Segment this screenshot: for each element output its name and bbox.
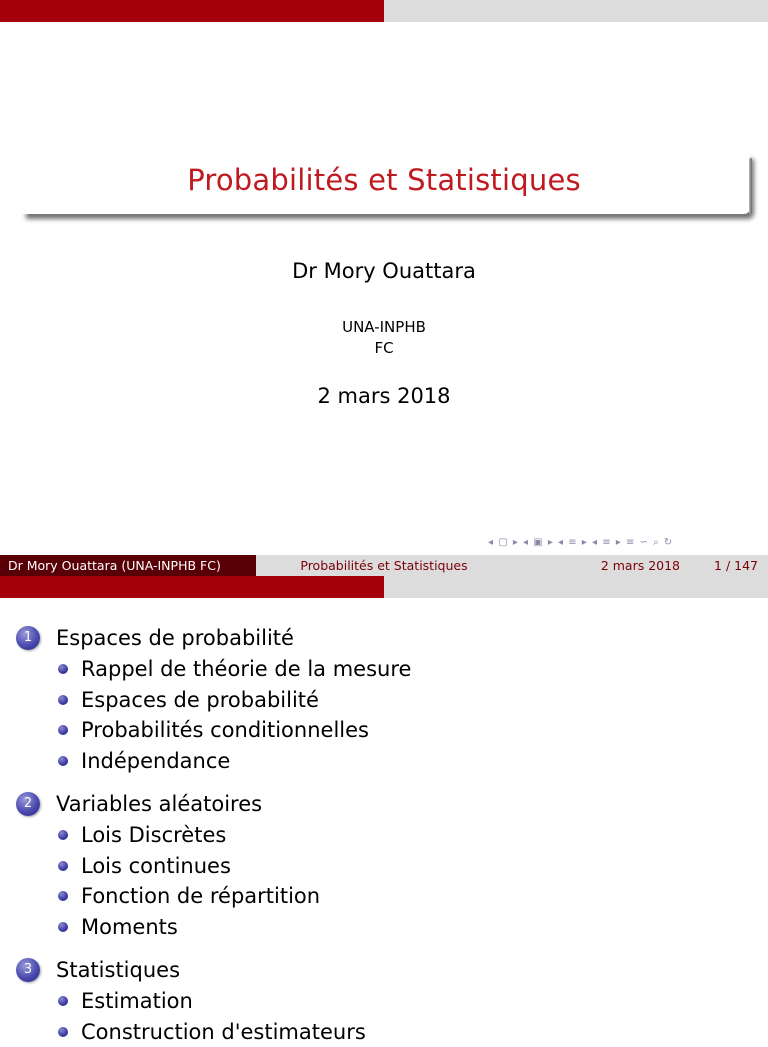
bullet-icon bbox=[58, 996, 68, 1006]
subsection-label: Espaces de probabilité bbox=[81, 688, 319, 712]
section-title: Statistiques bbox=[56, 958, 180, 982]
subsection-item[interactable] bbox=[16, 654, 411, 685]
table-of-contents bbox=[16, 622, 411, 1047]
presentation-date: 2 mars 2018 bbox=[0, 384, 768, 408]
bullet-icon bbox=[58, 1027, 68, 1037]
slide-title: Probabilités et Statistiques bbox=[0, 163, 768, 197]
author: Dr Mory Ouattara bbox=[0, 259, 768, 283]
bullet-icon bbox=[58, 861, 68, 871]
bullet-icon bbox=[58, 664, 68, 674]
footer-right bbox=[512, 555, 768, 576]
footer-page-number: 1 / 147 bbox=[714, 555, 758, 576]
subsection-list bbox=[16, 654, 411, 776]
section-number-ball: 2 bbox=[16, 792, 40, 816]
subsection-item[interactable] bbox=[16, 715, 411, 746]
subsection-item[interactable] bbox=[16, 912, 411, 943]
subsection-item[interactable] bbox=[16, 986, 411, 1017]
bullet-icon bbox=[58, 830, 68, 840]
section-number-ball: 1 bbox=[16, 626, 40, 650]
bullet-icon bbox=[58, 695, 68, 705]
institution-line-2: FC bbox=[0, 339, 768, 357]
toc-section-heading[interactable] bbox=[16, 788, 411, 820]
subsection-item[interactable] bbox=[16, 685, 411, 716]
subsection-label: Construction d'estimateurs bbox=[81, 1020, 366, 1044]
subsection-item[interactable] bbox=[16, 881, 411, 912]
subsection-label: Lois continues bbox=[81, 854, 231, 878]
footer-author: Dr Mory Ouattara (UNA-INPHB FC) bbox=[0, 555, 256, 576]
header-bar-grey bbox=[384, 0, 768, 22]
subsection-label: Indépendance bbox=[81, 749, 230, 773]
subsection-item[interactable] bbox=[16, 746, 411, 777]
bullet-icon bbox=[58, 725, 68, 735]
footer-title: Probabilités et Statistiques bbox=[256, 555, 512, 576]
toc-section bbox=[16, 622, 411, 776]
subsection-label: Probabilités conditionnelles bbox=[81, 718, 369, 742]
toc-section-heading[interactable] bbox=[16, 622, 411, 654]
header-bar-red bbox=[0, 0, 384, 22]
toc-section bbox=[16, 788, 411, 942]
slide-footer bbox=[0, 555, 768, 576]
toc-section bbox=[16, 954, 411, 1047]
subsection-label: Estimation bbox=[81, 989, 193, 1013]
header-bar-red-2 bbox=[0, 576, 384, 598]
subsection-item[interactable] bbox=[16, 1017, 411, 1047]
subsection-item[interactable] bbox=[16, 820, 411, 851]
bullet-icon bbox=[58, 922, 68, 932]
subsection-label: Lois Discrètes bbox=[81, 823, 226, 847]
subsection-list bbox=[16, 986, 411, 1047]
header-bar-grey-2 bbox=[384, 576, 768, 598]
subsection-list bbox=[16, 820, 411, 942]
footer-date: 2 mars 2018 bbox=[601, 555, 680, 576]
bullet-icon bbox=[58, 891, 68, 901]
subsection-label: Rappel de théorie de la mesure bbox=[81, 657, 411, 681]
subsection-label: Fonction de répartition bbox=[81, 884, 320, 908]
institution-line-1: UNA-INPHB bbox=[0, 318, 768, 336]
section-title: Espaces de probabilité bbox=[56, 626, 294, 650]
subsection-item[interactable] bbox=[16, 851, 411, 882]
toc-section-heading[interactable] bbox=[16, 954, 411, 986]
bullet-icon bbox=[58, 756, 68, 766]
section-title: Variables aléatoires bbox=[56, 792, 262, 816]
beamer-navigation-icons[interactable]: ◂ ▢ ▸ ◂ ▣ ▸ ◂ ≡ ▸ ◂ ≡ ▸ ≡ ∽ ⌕ ↻ bbox=[488, 537, 673, 548]
subsection-label: Moments bbox=[81, 915, 178, 939]
section-number-ball: 3 bbox=[16, 958, 40, 982]
